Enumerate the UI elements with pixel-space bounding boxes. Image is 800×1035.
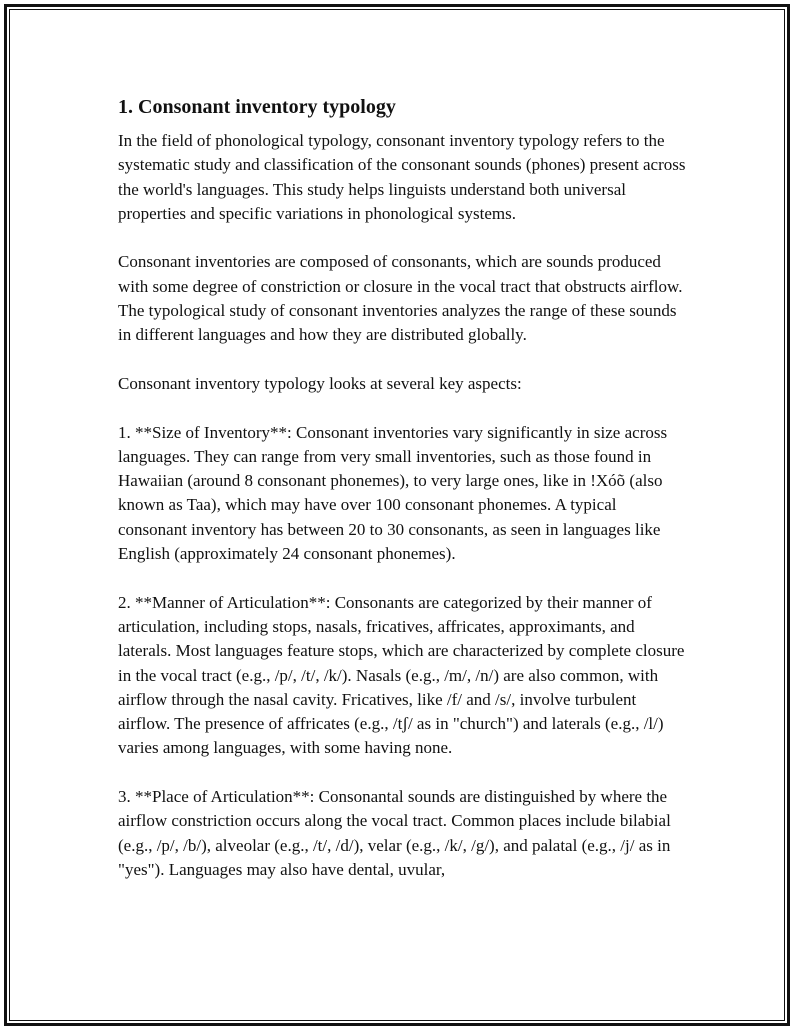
paragraph-intro: In the field of phonological typology, consonant inventory typology refers to the systematic study and classification of the consonant sounds (phones) present across the world's languages. This study helps linguists understand both universal properties and specific variations in phonological systems. [118, 131, 686, 223]
paragraph-inventories: Consonant inventories are composed of consonants, which are sounds produced with some degree of constriction or closure in the vocal tract that obstructs airflow. The typological study of consonant inventories analyzes the range of these sounds in different languages and how they are distributed globally. [118, 252, 683, 345]
paragraph-size-of-inventory: 1. **Size of Inventory**: Consonant inventories vary significantly in size across languages. They can range from very small inventories, such as those found in Hawaiian (around 8 consonant phonemes), to very large ones, like in !Xóõ (also known as Taa), which may have over 100 consonant phonemes. A typical consonant inventory has between 20 to 30 consonants, as seen in languages like English (approximately 24 consonant phonemes). [118, 422, 668, 564]
section-title: 1. Consonant inventory typology [118, 96, 396, 118]
paragraph-key-aspects: Consonant inventory typology looks at several key aspects: [118, 373, 522, 393]
paragraph-manner-of-articulation: 2. **Manner of Articulation**: Consonants are categorized by their manner of articulation, including stops, nasals, fricatives, affricates, approximants, and laterals. Most languages feature stops, which are characterized by complete closure in the vocal tract (e.g., /p/, /t/, /k/). Nasals (e.g., /m/, /n/) are also common, with airflow through the nasal cavity. Fricatives, like /f/ and /s/, involve turbulent airflow. The presence of affricates (e.g., /tʃ/ as in "church") and laterals (e.g., /l/) varies among languages, with some having none. [118, 592, 685, 758]
document-body [118, 93, 688, 882]
paragraph-place-of-articulation: 3. **Place of Articulation**: Consonantal sounds are distinguished by where the airflow constriction occurs along the vocal tract. Common places include bilabial (e.g., /p/, /b/), alveolar (e.g., /t/, /d/), velar (e.g., /k/, /g/), and palatal (e.g., /j/ as in "yes"). Languages may also have dental, uvular, [118, 787, 671, 879]
